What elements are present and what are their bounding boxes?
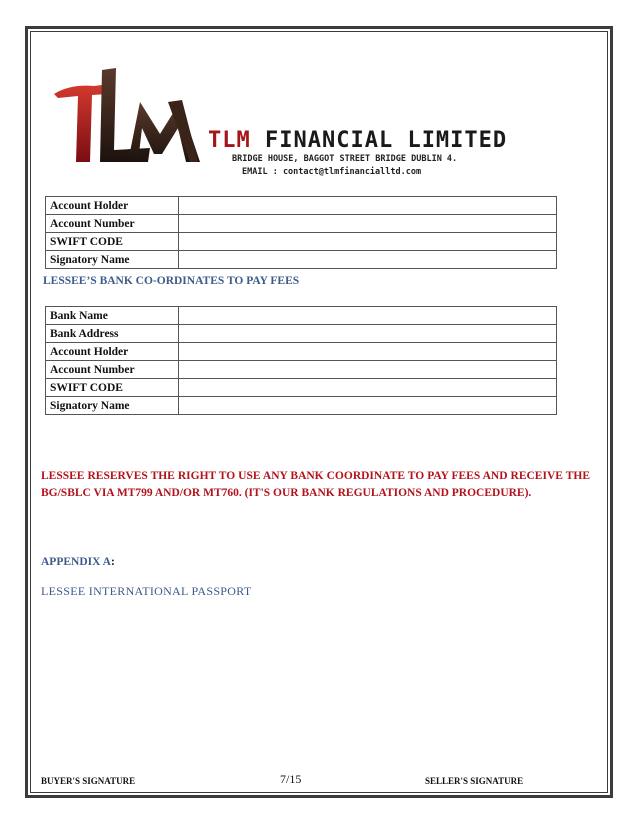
table-row <box>46 251 557 269</box>
row-value <box>179 361 557 379</box>
row-value <box>179 325 557 343</box>
row-label: Account Number <box>46 361 179 379</box>
appendix-heading <box>41 556 115 568</box>
table-row <box>46 379 557 397</box>
table-row <box>46 307 557 325</box>
page-number: 7/15 <box>280 772 302 786</box>
row-label: SWIFT CODE <box>46 233 179 251</box>
row-label: Account Number <box>46 215 179 233</box>
row-value <box>179 379 557 397</box>
company-name-rest: FINANCIAL LIMITED <box>250 128 508 153</box>
row-value <box>179 233 557 251</box>
row-label: Bank Address <box>46 325 179 343</box>
passport-label: LESSEE INTERNATIONAL PASSPORT <box>41 584 252 598</box>
row-value <box>179 197 557 215</box>
appendix-colon: : <box>110 556 115 568</box>
beneficiary-coordinates-table <box>45 196 557 269</box>
table-row <box>46 361 557 379</box>
table-row <box>46 343 557 361</box>
seller-signature-label: SELLER'S SIGNATURE <box>425 776 524 786</box>
company-email: EMAIL : contact@tlmfinancialltd.com <box>242 167 422 177</box>
row-value <box>179 343 557 361</box>
company-name-prefix: TLM <box>208 128 251 153</box>
table-row <box>46 325 557 343</box>
bank-reservation-notice: LESSEE RESERVES THE RIGHT TO USE ANY BANK COORDINATE TO PAY FEES AND RECEIVE THE BG/SBLC VIA MT799 AND/OR MT760. (IT'S OUR BANK REGULATIONS AND PROCEDURE). <box>41 470 590 499</box>
company-address: BRIDGE HOUSE, BAGGOT STREET BRIDGE DUBLIN 4. <box>232 154 458 164</box>
row-value <box>179 397 557 415</box>
lessee-coordinates-table <box>45 306 557 415</box>
company-name <box>208 128 507 153</box>
row-label: Account Holder <box>46 343 179 361</box>
buyer-signature-label: BUYER'S SIGNATURE <box>41 776 136 786</box>
table-row <box>46 215 557 233</box>
table-row <box>46 233 557 251</box>
row-label: Account Holder <box>46 197 179 215</box>
row-label: Bank Name <box>46 307 179 325</box>
row-value <box>179 215 557 233</box>
row-label: Signatory Name <box>46 251 179 269</box>
row-label: SWIFT CODE <box>46 379 179 397</box>
tlm-logo <box>50 62 210 172</box>
row-value <box>179 307 557 325</box>
table-row <box>46 397 557 415</box>
appendix-label: APPENDIX A <box>41 556 111 568</box>
row-label: Signatory Name <box>46 397 179 415</box>
table-row <box>46 197 557 215</box>
lessee-bank-heading: LESSEE’S BANK CO-ORDINATES TO PAY FEES <box>43 275 300 287</box>
row-value <box>179 251 557 269</box>
